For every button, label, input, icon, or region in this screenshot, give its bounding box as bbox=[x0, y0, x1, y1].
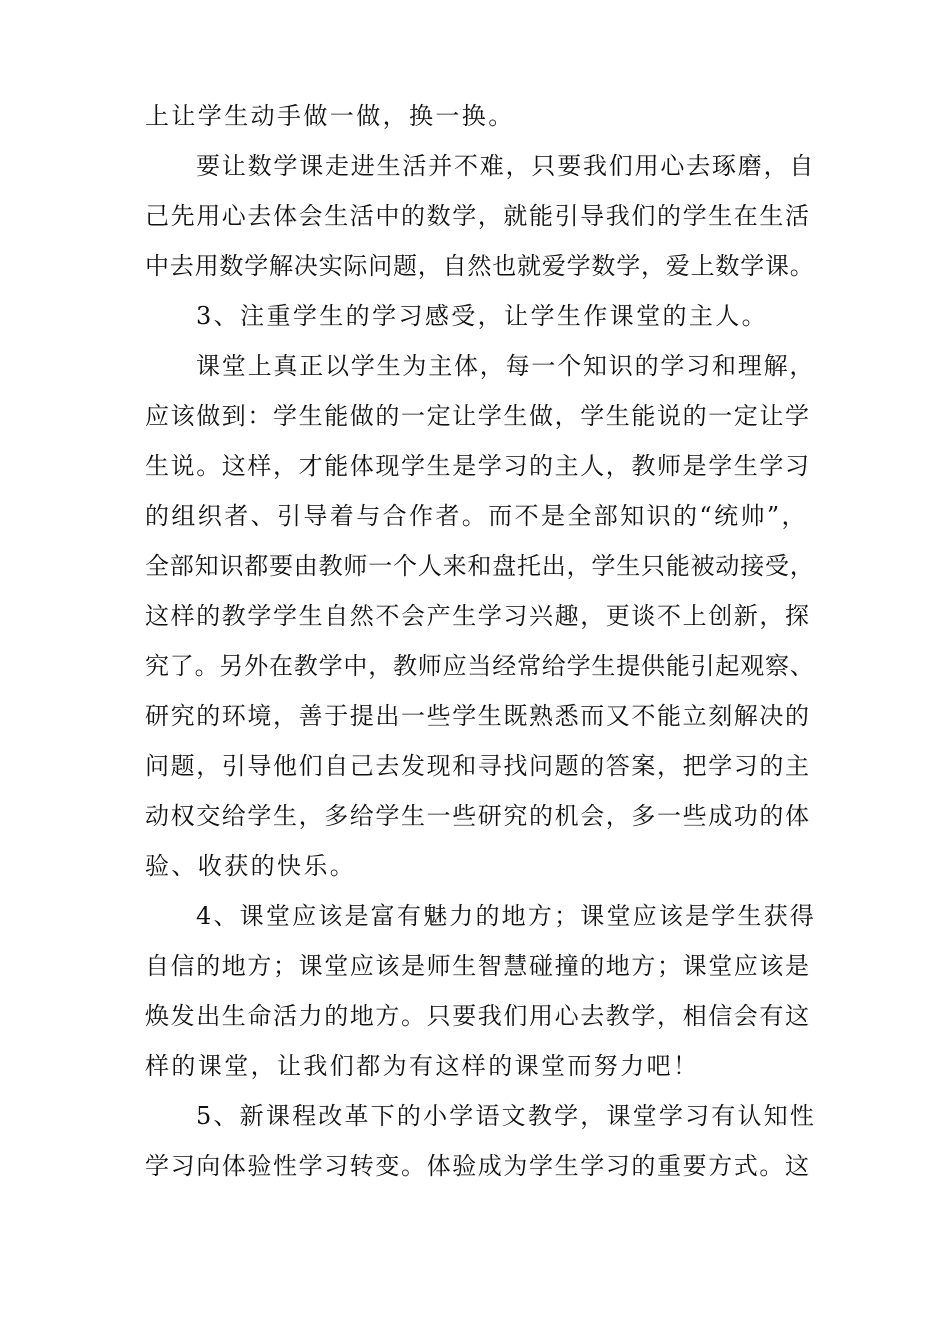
text-line: 要让数学课走进生活并不难，只要我们用心去琢磨，自 bbox=[196, 152, 816, 180]
text-line: 中去用数学解决实际问题，自然也就爱学数学，爱上数学课。 bbox=[145, 252, 815, 280]
text-line: 动权交给学生，多给学生一些研究的机会，多一些成功的体 bbox=[145, 802, 811, 830]
text-line: 这样的教学学生自然不会产生学习兴趣，更谈不上创新，探 bbox=[145, 602, 811, 630]
text-line: 样的课堂，让我们都为有这样的课堂而努力吧！ bbox=[145, 1052, 700, 1080]
text-line: 的组织者、引导着与合作者。而不是全部知识的“统帅”， bbox=[145, 502, 808, 530]
text-line: 5、新课程改革下的小学语文教学，课堂学习有认知性 bbox=[196, 1102, 817, 1130]
text-line: 4、课堂应该是富有魅力的地方；课堂应该是学生获得 bbox=[196, 902, 817, 930]
text-line: 学习向体验性学习转变。体验成为学生学习的重要方式。这 bbox=[145, 1152, 811, 1180]
text-line: 己先用心去体会生活中的数学，就能引导我们的学生在生活 bbox=[145, 202, 811, 230]
text-line: 全部知识都要由教师一个人来和盘托出，学生只能被动接受， bbox=[145, 552, 815, 580]
text-line: 究了。另外在教学中，教师应当经常给学生提供能引起观察、 bbox=[145, 652, 815, 680]
text-line: 焕发出生命活力的地方。只要我们用心去教学，相信会有这 bbox=[145, 1002, 811, 1030]
text-line: 应该做到：学生能做的一定让学生做，学生能说的一定让学 bbox=[145, 402, 811, 430]
text-line: 验、收获的快乐。 bbox=[145, 852, 357, 880]
text-line: 生说。这样，才能体现学生是学习的主人，教师是学生学习 bbox=[145, 452, 811, 480]
text-line: 上让学生动手做一做，换一换。 bbox=[145, 102, 515, 130]
text-line: 课堂上真正以学生为主体，每一个知识的学习和理解， bbox=[196, 352, 816, 380]
text-line: 自信的地方；课堂应该是师生智慧碰撞的地方；课堂应该是 bbox=[145, 952, 811, 980]
text-line: 3、注重学生的学习感受，让学生作课堂的主人。 bbox=[196, 302, 769, 330]
text-line: 研究的环境，善于提出一些学生既熟悉而又不能立刻解决的 bbox=[145, 702, 811, 730]
text-line: 问题，引导他们自己去发现和寻找问题的答案，把学习的主 bbox=[145, 752, 811, 780]
